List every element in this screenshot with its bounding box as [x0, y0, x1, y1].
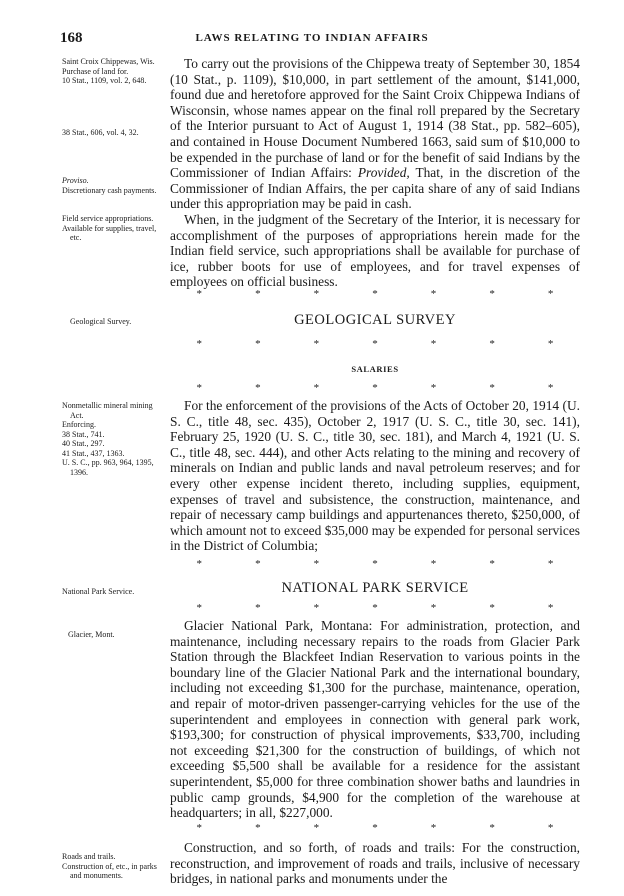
asterisk: * [255, 558, 261, 570]
asterisk: * [372, 558, 378, 570]
proviso-word: Provided, [357, 165, 410, 181]
paragraph-text: That, in the discretion of the Commissioner of Indian Affairs, the per capita share of any of said Indians under this appropriation may be paid in cash. [170, 165, 580, 212]
asterisk: * [489, 338, 495, 350]
asterisk: * [430, 822, 437, 834]
asterisk-row [170, 382, 580, 394]
park-text [170, 618, 580, 821]
asterisk: * [255, 338, 261, 350]
asterisk: * [372, 288, 378, 300]
chippewa-text [170, 56, 580, 290]
asterisk: * [313, 338, 320, 350]
asterisk-row [170, 288, 580, 300]
paragraph: When, in the judgment of the Secretary of the Interior, it is necessary for accomplishment of the purposes of appropriations herein made for the Indian field service, such appropriations shall be available for purchase of ice, rubber boots for use of employees, and for travel expenses of employees on official business. [170, 211, 580, 290]
asterisk: * [547, 382, 554, 394]
asterisk: * [489, 288, 495, 300]
side-notes-chippewa [62, 57, 162, 86]
asterisk: * [430, 382, 437, 394]
asterisk: * [313, 288, 320, 300]
section-heading-park: NATIONAL PARK SERVICE [281, 580, 469, 596]
paragraph: Glacier National Park, Montana: For administration, protection, and maintenance, including necessary repairs to the roads from Glacier Park Station through the Blackfeet Indian Reservation to various points in the boundary line of the Glacier National Park and the international boundary, including not exceeding $1,300 for the purchase, maintenance, operation, and repair of motor-driven passenger-carrying vehicles for the use of the superintendent and employees in connection with general park work, $193,300; for construction of physical improvements, $33,700, including not exceeding $21,300 for the construction of buildings, of which not exceeding $5,500 shall be available for a residence for the assistant superintendent, $5,000 for three combination shower baths and laundries in public camp grounds, $4,900 for the completion of the warehouse at headquarters; in all, $227,000. [170, 618, 580, 821]
side-note: Discretionary cash payments. [62, 185, 157, 195]
asterisk: * [430, 602, 437, 614]
asterisk-row [170, 822, 580, 834]
asterisk: * [430, 288, 437, 300]
side-note: Saint Croix Chippewas, Wis. [62, 57, 155, 66]
running-title: LAWS RELATING TO INDIAN AFFAIRS [195, 32, 429, 44]
asterisk: * [255, 822, 261, 834]
asterisk: * [196, 558, 203, 570]
paragraph: Construction, and so forth, of roads and trails: For the construction, reconstruction, and improvement of roads and trails, inclusive of necessary bridges, in national parks and monuments under the [170, 840, 580, 887]
side-note: 40 Stat., 297. [62, 439, 105, 448]
side-note: 10 Stat., 1109, vol. 2, 648. [62, 76, 147, 85]
asterisk: * [255, 382, 261, 394]
subheading-salaries: SALARIES [351, 364, 399, 374]
asterisk: * [430, 558, 437, 570]
asterisk: * [372, 338, 378, 350]
side-notes-proviso [62, 176, 162, 195]
asterisk: * [489, 382, 495, 394]
side-note-geological: Geological Survey. [70, 317, 132, 326]
asterisk: * [547, 602, 554, 614]
asterisk-row [170, 558, 580, 570]
asterisk: * [547, 558, 554, 570]
side-note: Roads and trails. [62, 852, 116, 861]
side-note: Enforcing. [62, 420, 96, 429]
asterisk: * [196, 602, 203, 614]
paragraph-text: To carry out the provisions of the Chippewa treaty of September 30, 1854 (10 Stat., p. 1109), $10,000, in part settlement of the amount, $141,000, found due and heretofore approved for the Saint Croix Chippewa Indians of Wisconsin, whose names appear on the final roll prepared by the Secretary of the Interior pursuant to Act of August 1, 1914 (38 Stat., pp. 582–605), and contained in House Document Numbered 1663, said sum of $10,000 to be expended in the purchase of land or for the benefit of said Indians by the Commissioner of Indian Affairs: [170, 56, 580, 181]
asterisk: * [313, 558, 320, 570]
side-notes-stat [62, 128, 162, 138]
side-note-park: National Park Service. [62, 587, 135, 596]
side-notes-field [62, 214, 162, 243]
side-note-glacier: Glacier, Mont. [68, 630, 115, 639]
asterisk: * [196, 822, 203, 834]
side-note: Nonmetallic mineral mining Act. [62, 401, 153, 420]
asterisk: * [372, 822, 378, 834]
asterisk: * [196, 288, 203, 300]
side-note: Available for supplies, travel, etc. [62, 223, 157, 242]
roads-text [170, 840, 580, 887]
asterisk: * [372, 602, 378, 614]
asterisk: * [313, 602, 320, 614]
geological-text [170, 398, 580, 554]
asterisk: * [489, 822, 495, 834]
side-notes-mineral [62, 401, 162, 477]
asterisk: * [255, 602, 261, 614]
side-note: Purchase of land for. [62, 66, 129, 76]
side-note: U. S. C., pp. 963, 964, 1395, 1396. [62, 458, 154, 477]
asterisk: * [430, 338, 437, 350]
asterisk: * [489, 558, 495, 570]
asterisk: * [313, 822, 320, 834]
asterisk: * [196, 338, 203, 350]
section-heading-geological: GEOLOGICAL SURVEY [294, 312, 456, 328]
side-note: 41 Stat., 437, 1363. [62, 448, 125, 458]
paragraph [170, 56, 580, 212]
asterisk: * [489, 602, 495, 614]
page-number: 168 [60, 30, 83, 46]
paragraph: For the enforcement of the provisions of the Acts of October 20, 1914 (U. S. C., title 48, sec. 435), October 2, 1917 (U. S. C., title 30, sec. 141), February 25, 1920 (U. S. C., title 30, sec. 181), and March 4, 1921 (U. S. C., title 48, sec. 444), and other Acts relating to the mining and recovery of minerals on Indian and public lands and naval petroleum reserves; and for every other expense incident thereto, including supplies, equipment, expenses of travel and subsistence, the construction, maintenance, and repair of necessary camp buildings and appurtenances thereto, $250,000, of which amount not to exceed $35,000 may be expended for personal services in the District of Columbia; [170, 398, 580, 554]
side-note: 38 Stat., 606, vol. 4, 32. [62, 128, 139, 137]
side-note: Construction of, etc., in parks and monuments. [62, 861, 157, 880]
asterisk: * [313, 382, 320, 394]
asterisk: * [547, 288, 554, 300]
asterisk: * [547, 822, 554, 834]
side-note: 38 Stat., 741. [62, 429, 105, 439]
asterisk-row [170, 602, 580, 614]
asterisk: * [255, 288, 261, 300]
asterisk: * [196, 382, 203, 394]
side-note: Field service appropriations. [62, 214, 154, 223]
side-note-proviso: Proviso. [62, 176, 89, 185]
asterisk-row [170, 338, 580, 350]
asterisk: * [547, 338, 554, 350]
side-notes-roads [62, 852, 162, 881]
asterisk: * [372, 382, 378, 394]
